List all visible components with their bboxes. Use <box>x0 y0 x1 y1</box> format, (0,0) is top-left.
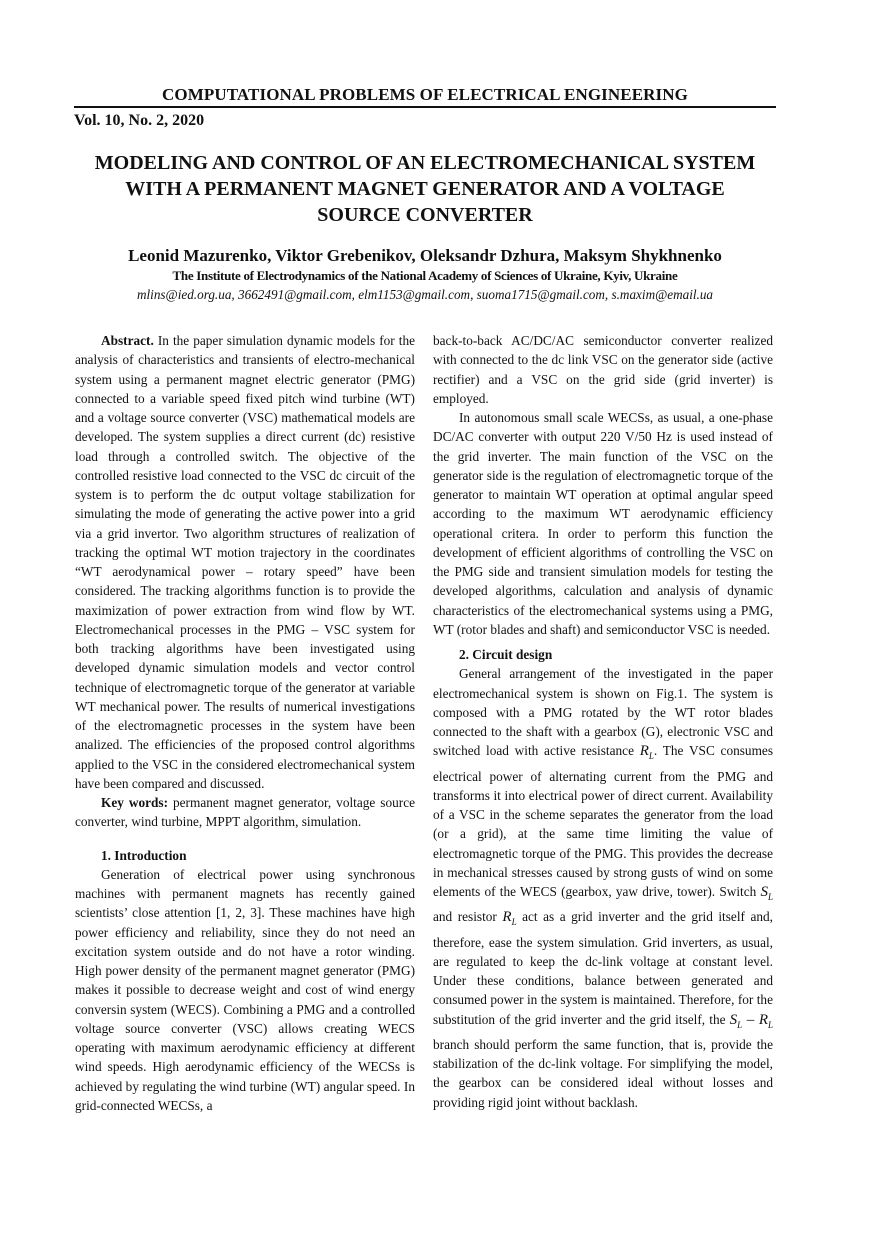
keywords-text: permanent magnet generator, voltage source converter, wind turbine, MPPT algorithm, simulation. <box>75 795 415 830</box>
abstract <box>75 331 415 793</box>
math-RL <box>502 909 517 928</box>
sub: L <box>767 1019 773 1030</box>
math-RL <box>639 743 654 762</box>
title-line: MODELING AND CONTROL OF AN ELECTROMECHANICAL SYSTEM <box>94 152 756 174</box>
sub: L <box>767 892 773 902</box>
text: branch should perform the same function, that is, provide the stabilization of the dc-link voltage. For simplifying the model, the gearbox can be considered ideal without losses and providing rigid joint without backlash. <box>433 1036 773 1110</box>
abstract-label: Abstract. <box>101 333 154 348</box>
right-column <box>433 331 773 1112</box>
sym: R <box>758 1011 768 1028</box>
sub: L <box>648 751 654 762</box>
text: . The VSC consumes electrical power of alternating current from the PMG and transforms it into electrical power of direct current. Availability of a VSC in the scheme separates the generator from the load (or a grid), at the same time limiting the value of electromagnetic torque of the PMG. This provides the decrease in mechanical stresses caused by strong gusts of wind on some elements of the WECS (gearbox, yaw drive, tower). Switch <box>433 743 774 899</box>
keywords-label: Key words: <box>101 795 169 810</box>
sub: L <box>511 917 517 928</box>
abstract-text: In the paper simulation dynamic models for the analysis of characteristics and transients of electro-mechanical system using a permanent magnet electric generator (PMG) connected to a variable speed fixed pitch wind turbine (WT) and a voltage source converter (VSC) mathematical models are developed. The system supplies a direct current (dc) resistive load through a controlled switch. The objective of the controlled resistive load connected to the VSC dc circuit of the system is to perform the dc output voltage stabilization for simulating the mode of generating the active power into a grid via a grid invertor. Two algorithm structures of realization of tracking the optimal WT motion trajectory in the coordinates “WT aerodynamical power – rotary speed” have been considered. The tracking algorithms function is to provide the maximization of power extraction from wind flow by WT. Electromechanical processes in the PMG – VSC system for both tracking algorithms have been investigated using developed dynamic simulation models and vector control technique of electromagnetic torque of the generator at variable WT mechanical power. The results of numerical investigations of the electromagnetic processes in the system have been analized. The efficiencies of the proposed control algorithms applied to the VSC in the considered electromechanical system have been compared and discussed. <box>75 333 415 791</box>
section-heading: 2. Circuit design <box>459 647 553 662</box>
sym: S <box>760 884 768 900</box>
header-rule <box>74 106 776 108</box>
left-column <box>75 331 415 1115</box>
text: General arrangement of the investigated in the paper electromechanical system is shown on Fig.1. The system is composed with a PMG rotated by the WT rotor blades connected to the shaft with a gearbox (G), electronic VSC and switched load with active resistance <box>433 666 773 759</box>
keywords <box>75 793 415 832</box>
minus: – <box>742 1011 759 1028</box>
math-SL-RL <box>730 1012 773 1028</box>
text: and resistor <box>433 909 503 925</box>
authors: Leonid Mazurenko, Viktor Grebenikov, Oleksandr Dzhura, Maksym Shykhnenko <box>128 246 722 265</box>
title-line: WITH A PERMANENT MAGNET GENERATOR AND A VOLTAGE <box>125 178 725 200</box>
paragraph: Generation of electrical power using synchronous machines with permanent magnets has recently gained scientists’ close attention [1, 2, 3]. These machines have high power efficiency and reliability, since they do not need an excitation system outside and do not have a rotor winding. High power density of the permanent magnet generator (PMG) makes it possible to decrease weight and cost of wind energy conversin system (WECS). Combining a PMG and a controlled voltage source converter (VSC) allows creating WECS operating with maximum aerodynamic efficiency at different wind speeds. High aerodynamic efficiency of the WECSs is achieved by regulating the wind turbine (WT) angular speed. In grid-connected WECSs, a <box>75 866 415 1113</box>
paragraph <box>433 664 773 1112</box>
paragraph: In autonomous small scale WECSs, as usual, a one-phase DC/AC converter with output 220 V/50 Hz is used instead of the grid inverter. The main function of the VSC on the generator side is the regulation of electromagnetic torque of the generator to maintain WT operation at optimal angular speed according to the maximum WT aerodynamic efficiency operational critera. In order to perform this function the development of efficient algorithms of controlling the VSC on the PMG side and transient simulation models for testing the developed algorithms, calculation and analysis of dynamic characteristics of the electromechanical systems using a PMG, WT (rotor blades and shaft) and semiconductor VSC is needed. <box>433 410 773 637</box>
math-SL <box>760 884 773 900</box>
paragraph: back-to-back AC/DC/AC semiconductor converter realized with connected to the dc link VSC on the generator side (active rectifier) and a VSC on the grid side (grid inverter) is employed. <box>433 333 773 406</box>
journal-name: COMPUTATIONAL PROBLEMS OF ELECTRICAL ENGINEERING <box>162 85 688 104</box>
institution: The Institute of Electrodynamics of the National Academy of Sciences of Ukraine, Kyiv, Ukraine <box>172 268 678 283</box>
sub: L <box>737 1019 743 1030</box>
title-line: SOURCE CONVERTER <box>317 204 533 226</box>
paper-title <box>74 150 776 228</box>
sym: R <box>639 743 649 760</box>
sym: S <box>729 1011 738 1028</box>
volume-info: Vol. 10, No. 2, 2020 <box>74 112 205 129</box>
author-emails: mlins@ied.org.ua, 3662491@gmail.com, elm1153@gmail.com, suoma1715@gmail.com, s.maxim@email.ua <box>136 287 714 302</box>
text: act as a grid inverter and the grid itself and, therefore, ease the system simulation. Grid inverters, as usual, are regulated to keep the dc-link voltage at constant level. Under these conditions, balance between generated and consumed power in the system is maintained. Therefore, for the substitution of the grid inverter and the grid itself, the <box>433 909 773 1027</box>
section-heading: 1. Introduction <box>101 847 187 863</box>
sym: R <box>502 909 512 926</box>
